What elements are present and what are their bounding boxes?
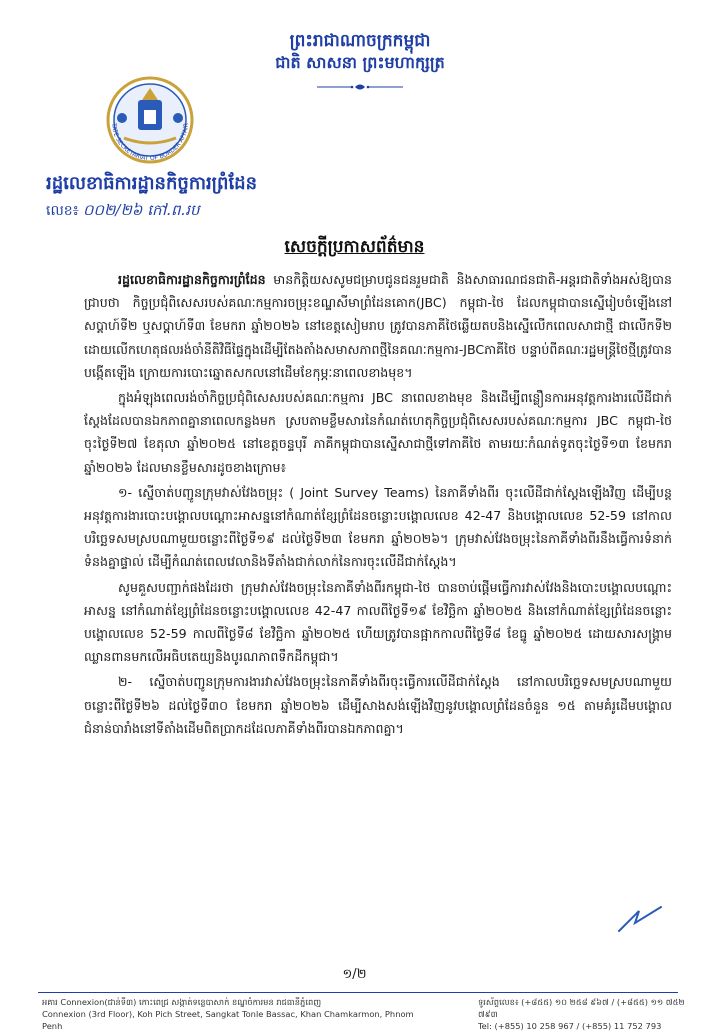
paragraph-1-lead: រដ្ឋលេខាធិការដ្ឋានកិច្ចការព្រំដែន <box>118 272 266 287</box>
footer-divider <box>38 992 678 993</box>
paragraph-1-text: មានកិត្តិយសសូមជម្រាបជូនជនរួមជាតិ និងសាធារណជនជាតិ-អន្តរជាតិទាំងអស់ឱ្យបានជ្រាបថា កិច្ចប្រជុំពិសេសរបស់គណៈកម្មការចម្រុះខណ្ឌសីមាព្រំដែនគោក(JBC) កម្ពុជា-ថៃ ដែលកម្ពុជាបានស្នើរៀបចំឡើងនៅសប្តាហ៍ទី២ ឬសប្តាហ៍ទី៣ ខែមករា ឆ្នាំ២០២៦ នៅខេត្តសៀមរាប ត្រូវបានភាគីថៃឆ្លើយតបនិងស្នើលើកពេលសាជាថ្មី ជាលើកទី២ ដោយលើកហេតុផលរង់ចាំនីតិវិធីផ្ទៃក្នុងដើម្បីតែងតាំងសមាសភាពថ្មីនៃគណៈកម្មការ-JBCភាគីថៃ បន្ទាប់ពីគណៈរដ្ឋមន្ត្រីថៃថ្មីត្រូវបានបង្កើតឡើង ក្រោយការបោះឆ្នោតសកលនៅដើមខែកុម្ភៈនាពេលខាងមុខ។ <box>84 272 672 380</box>
document-title: សេចក្តីប្រកាសព័ត៌មាន <box>284 237 425 257</box>
paragraph-2: ក្នុងអំឡុងពេលរង់ចាំកិច្ចប្រជុំពិសេសរបស់គណៈកម្មការ JBC នាពេលខាងមុខ និងដើម្បីពន្លឿនការអនុវត្តការងារលើដីជាក់ស្តែងដែលបានឯកភាពគ្នានាពេលកន្លងមក ស្របតាមខ្លឹមសារនៃកំណត់ហេតុកិច្ចប្រជុំពិសេសរបស់គណៈកម្មការ JBC កម្ពុជា-ថៃ ចុះថ្ងៃទី២៧ ខែតុលា ឆ្នាំ២០២៥ នៅខេត្តចន្ទបុរី ភាគីកម្ពុជាបានស្នើសាជាថ្មីទៅភាគីថៃ តាមរយៈកំណត់ទូតចុះថ្ងៃទី១៣ ខែមករា ឆ្នាំ២០២៦ ដែលមានខ្លឹមសារដូចខាងក្រោម៖ <box>84 390 672 475</box>
document-body <box>84 268 672 742</box>
footer-address-km: អគារ Connexion(ជាន់ទី៣) កោះពេជ្រ សង្កាត់ទន្លេបាសាក់ ខណ្ឌចំការមន រាជធានីភ្នំពេញ <box>42 997 322 1007</box>
paragraph-4: សូមគួសបញ្ជាក់ផងដែរថា ក្រុមវាស់វែងចម្រុះនៃភាគីទាំងពីរកម្ពុជា-ថៃ បានចាប់ផ្តើមធ្វើការវាស់វែងនិងបោះបង្គោលបណ្តោះអាសន្ន នៅកំណាត់ខ្សែព្រំដែនចន្លោះបង្គោលលេខ 42-47 កាលពីថ្ងៃទី១៩ ខែវិច្ឆិកា ឆ្នាំ២០២៥ និងនៅកំណាត់ខ្សែព្រំដែនចន្លោះបង្គោលលេខ 52-59 កាលពីថ្ងៃទី៨ ខែវិច្ឆិកា ឆ្នាំ២០២៥ ហើយត្រូវបានផ្អាកកាលពីថ្ងៃទី៨ ខែធ្នូ ឆ្នាំ២០២៥ ដោយសារសង្គ្រាមឈ្លានពានមកលើអធិបតេយ្យនិងបូរណភាពទឹកដីកម្ពុជា។ <box>84 579 672 665</box>
paragraph-1 <box>84 268 672 384</box>
seal-caption: TATE SECRETARIAT OF BORDER AFFAIR <box>109 122 191 163</box>
kingdom-name: ព្រះរាជាណាចក្រកម្ពុជា <box>289 31 431 51</box>
footer-address <box>42 996 432 1032</box>
reference-value: ០០២/២៦ កៅ.ព.រប <box>82 201 200 219</box>
footer-address-en: Connexion (3rd Floor), Koh Pich Street, Sangkat Tonle Bassac, Khan Chamkarmon, Phnom Penh <box>42 1009 414 1031</box>
footer-phone-en: Tel: (+855) 10 258 967 / (+855) 11 752 793 <box>478 1021 662 1031</box>
paragraph-3: ១- ស្នើចាត់បញ្ជូនក្រុមវាស់វែងចម្រុះ ( Joint Survey Teams) នៃភាគីទាំងពីរ ចុះលើដីជាក់ស្តែងឡើងវិញ ដើម្បីបន្តអនុវត្តការងារបោះបង្គោលបណ្តោះអាសន្ននៅកំណាត់ខ្សែព្រំដែនចន្លោះបង្គោលលេខ 42-47 និងបង្គោលលេខ 52-59 នៅកាលបរិច្ឆេទសមស្របណាមួយចន្លោះពីថ្ងៃទី១៩ ដល់ថ្ងៃទី២៣ ខែមករា ឆ្នាំ២០២៦។ ក្រុមវាស់វែងចម្រុះនៃភាគីទាំងពីរនឹងធ្វើការទំនាក់ទំនងគ្នាផ្ទាល់ ដើម្បីកំណត់ពេលវេលានិងទីតាំងជាក់លាក់នៃការចុះលើដីជាក់ស្តែង។ <box>84 484 672 570</box>
agency-name: រដ្ឋលេខាធិការដ្ឋានកិច្ចការព្រំដែន <box>46 173 258 194</box>
reference-number <box>46 201 200 223</box>
national-motto: ជាតិ សាសនា ព្រះមហាក្សត្រ <box>275 53 445 72</box>
kingdom-header <box>250 30 470 74</box>
paragraph-5: ២- ស្នើចាត់បញ្ជូនក្រុមការងារវាស់វែងចម្រុះនៃភាគីទាំងពីរចុះធ្វើការលើដីជាក់ស្តែង នៅកាលបរិច្ឆេទសមស្របណាមួយចន្លោះពីថ្ងៃទី២៦ ដល់ថ្ងៃទី៣០ ខែមករា ឆ្នាំ២០២៦ ដើម្បីសាងសង់ឡើងវិញនូវបង្គោលព្រំដែនចំនួន ១៥ តាមគំរូដើមបង្គោលជំនាន់បារាំងនៅទីតាំងដើមពិតប្រាកដដែលភាគីទាំងពីរបានឯកភាពគ្នា។ <box>84 674 672 736</box>
footer-phone <box>478 996 688 1032</box>
header-ornament-icon <box>315 82 405 92</box>
signature-mark-icon <box>615 905 665 935</box>
footer-phone-km: ទូរស័ព្ទលេខ៖ (+៨៥៥) ១០ ២៥៨ ៩៦៧ / (+៨៥៥) ១១ ៧៥២ ៧៩៣ <box>478 997 685 1019</box>
state-seal-icon <box>84 70 216 166</box>
reference-label: លេខ៖ <box>46 203 79 219</box>
page-number: ១/២ <box>342 967 367 982</box>
